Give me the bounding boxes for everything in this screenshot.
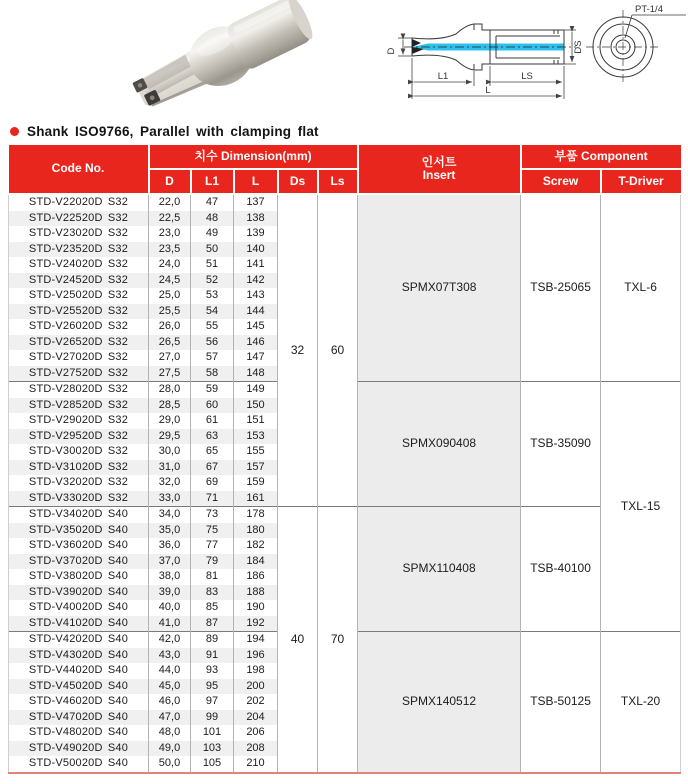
cell-l1: 50	[191, 242, 234, 258]
cell-code: STD-V38020D S40	[9, 569, 149, 585]
cell-d: 36,0	[149, 538, 191, 554]
diagram-label-pt: PT-1/4	[635, 4, 663, 15]
cell-d: 37,0	[149, 554, 191, 570]
cell-d: 50,0	[149, 756, 191, 773]
cell-l1: 87	[191, 616, 234, 632]
cell-d: 22,5	[149, 211, 191, 227]
diagram-label-ds: DS	[573, 40, 584, 54]
col-header-l: L	[234, 169, 278, 194]
cell-d: 31,0	[149, 460, 191, 476]
cell-l: 182	[234, 538, 278, 554]
cell-code: STD-V32020D S32	[9, 475, 149, 491]
cell-screw: TSB-40100	[521, 507, 601, 632]
cell-l: 141	[234, 257, 278, 273]
cell-l: 151	[234, 413, 278, 429]
cell-screw: TSB-50125	[521, 632, 601, 773]
cell-l1: 49	[191, 226, 234, 242]
cell-d: 43,0	[149, 648, 191, 664]
cell-l1: 58	[191, 366, 234, 382]
cell-l1: 91	[191, 648, 234, 664]
cell-l: 198	[234, 663, 278, 679]
col-header-dimension-group: 치수 Dimension(mm)	[149, 145, 358, 169]
table-row	[9, 507, 681, 523]
cell-l1: 81	[191, 569, 234, 585]
cell-l1: 63	[191, 429, 234, 445]
cell-l: 194	[234, 632, 278, 648]
cell-d: 23,0	[149, 226, 191, 242]
cell-code: STD-V25520D S32	[9, 304, 149, 320]
cell-code: STD-V30020D S32	[9, 444, 149, 460]
cell-code: STD-V26020D S32	[9, 319, 149, 335]
cell-d: 22,0	[149, 194, 191, 211]
cell-code: STD-V22020D S32	[9, 194, 149, 211]
cell-l1: 85	[191, 600, 234, 616]
diagram-label-ls: LS	[521, 71, 533, 82]
cell-l1: 47	[191, 194, 234, 211]
cell-l1: 101	[191, 725, 234, 741]
cell-l1: 57	[191, 350, 234, 366]
cell-code: STD-V27520D S32	[9, 366, 149, 382]
col-header-component-group: 부품 Component	[521, 145, 681, 169]
cell-l1: 48	[191, 211, 234, 227]
cell-tdriver: TXL-6	[601, 194, 681, 382]
cell-d: 44,0	[149, 663, 191, 679]
cell-d: 30,0	[149, 444, 191, 460]
cell-d: 33,0	[149, 491, 191, 507]
col-header-ds: Ds	[278, 169, 318, 194]
cell-l: 200	[234, 679, 278, 695]
cell-l: 138	[234, 211, 278, 227]
cell-d: 42,0	[149, 632, 191, 648]
section-title: Shank ISO9766, Parallel with clamping flat	[27, 123, 319, 139]
hero-area	[0, 0, 688, 120]
cell-l1: 55	[191, 319, 234, 335]
cell-l1: 56	[191, 335, 234, 351]
cell-code: STD-V39020D S40	[9, 585, 149, 601]
cell-l: 153	[234, 429, 278, 445]
cell-l: 144	[234, 304, 278, 320]
cell-code: STD-V33020D S32	[9, 491, 149, 507]
cell-l: 143	[234, 288, 278, 304]
cell-d: 48,0	[149, 725, 191, 741]
cell-d: 28,5	[149, 398, 191, 414]
cell-code: STD-V34020D S40	[9, 507, 149, 523]
cell-d: 34,0	[149, 507, 191, 523]
cell-code: STD-V42020D S40	[9, 632, 149, 648]
red-bullet-icon	[10, 127, 19, 136]
cell-l: 192	[234, 616, 278, 632]
cell-code: STD-V50020D S40	[9, 756, 149, 773]
cell-l: 196	[234, 648, 278, 664]
col-header-screw: Screw	[521, 169, 601, 194]
cell-d: 26,0	[149, 319, 191, 335]
cell-d: 24,0	[149, 257, 191, 273]
cell-code: STD-V44020D S40	[9, 663, 149, 679]
cell-code: STD-V49020D S40	[9, 741, 149, 757]
cell-insert: SPMX07T308	[358, 194, 521, 382]
cell-d: 38,0	[149, 569, 191, 585]
cell-d: 49,0	[149, 741, 191, 757]
cell-l1: 67	[191, 460, 234, 476]
cell-ds: 32	[278, 194, 318, 507]
cell-l1: 75	[191, 523, 234, 539]
cell-d: 23,5	[149, 242, 191, 258]
cell-l: 161	[234, 491, 278, 507]
spec-table	[8, 145, 681, 774]
cell-code: STD-V28520D S32	[9, 398, 149, 414]
cell-l1: 95	[191, 679, 234, 695]
cell-l: 186	[234, 569, 278, 585]
cell-d: 45,0	[149, 679, 191, 695]
col-header-insert-ko: 인서트	[421, 154, 457, 169]
cell-code: STD-V25020D S32	[9, 288, 149, 304]
cell-l1: 52	[191, 273, 234, 289]
cell-l1: 51	[191, 257, 234, 273]
cell-d: 28,0	[149, 382, 191, 398]
cell-l1: 97	[191, 694, 234, 710]
cell-d: 47,0	[149, 710, 191, 726]
cell-d: 25,5	[149, 304, 191, 320]
drill-photo	[18, 0, 348, 118]
cell-l1: 69	[191, 475, 234, 491]
cell-l: 148	[234, 366, 278, 382]
drill-diagram	[378, 0, 688, 116]
cell-l: 145	[234, 319, 278, 335]
cell-l: 147	[234, 350, 278, 366]
cell-d: 27,0	[149, 350, 191, 366]
cell-l1: 53	[191, 288, 234, 304]
cell-l: 204	[234, 710, 278, 726]
cell-l1: 99	[191, 710, 234, 726]
cell-code: STD-V22520D S32	[9, 211, 149, 227]
table-row	[9, 194, 681, 211]
cell-l: 139	[234, 226, 278, 242]
col-header-l1: L1	[191, 169, 234, 194]
cell-code: STD-V29520D S32	[9, 429, 149, 445]
cell-d: 41,0	[149, 616, 191, 632]
cell-l1: 61	[191, 413, 234, 429]
cell-d: 26,5	[149, 335, 191, 351]
cell-code: STD-V31020D S32	[9, 460, 149, 476]
cell-d: 25,0	[149, 288, 191, 304]
cell-l: 202	[234, 694, 278, 710]
cell-l1: 103	[191, 741, 234, 757]
cell-l: 142	[234, 273, 278, 289]
col-header-d: D	[149, 169, 191, 194]
cell-l: 188	[234, 585, 278, 601]
cell-code: STD-V41020D S40	[9, 616, 149, 632]
cell-code: STD-V27020D S32	[9, 350, 149, 366]
cell-ls: 60	[318, 194, 358, 507]
cell-l1: 105	[191, 756, 234, 773]
cell-l: 210	[234, 756, 278, 773]
cell-d: 29,0	[149, 413, 191, 429]
cell-code: STD-V46020D S40	[9, 694, 149, 710]
cell-d: 29,5	[149, 429, 191, 445]
cell-l: 137	[234, 194, 278, 211]
cell-code: STD-V37020D S40	[9, 554, 149, 570]
cell-l: 208	[234, 741, 278, 757]
cell-d: 40,0	[149, 600, 191, 616]
cell-l1: 59	[191, 382, 234, 398]
cell-l: 184	[234, 554, 278, 570]
cell-code: STD-V23020D S32	[9, 226, 149, 242]
cell-l: 146	[234, 335, 278, 351]
cell-ls: 70	[318, 507, 358, 773]
cell-tdriver: TXL-20	[601, 632, 681, 773]
table-body	[9, 194, 681, 773]
cell-l: 180	[234, 523, 278, 539]
cell-l: 190	[234, 600, 278, 616]
cell-l1: 65	[191, 444, 234, 460]
cell-code: STD-V23520D S32	[9, 242, 149, 258]
cell-l1: 54	[191, 304, 234, 320]
cell-l: 140	[234, 242, 278, 258]
col-header-insert	[358, 145, 521, 194]
col-header-tdriver: T-Driver	[601, 169, 681, 194]
drill-body-group	[126, 0, 319, 118]
col-header-insert-en: Insert	[422, 168, 456, 182]
cell-tdriver: TXL-15	[601, 382, 681, 632]
cell-code: STD-V36020D S40	[9, 538, 149, 554]
col-header-code: Code No.	[9, 145, 149, 194]
cell-l1: 89	[191, 632, 234, 648]
cell-screw: TSB-25065	[521, 194, 601, 382]
cell-l: 206	[234, 725, 278, 741]
cell-l: 149	[234, 382, 278, 398]
cell-l: 155	[234, 444, 278, 460]
cell-d: 39,0	[149, 585, 191, 601]
cell-code: STD-V35020D S40	[9, 523, 149, 539]
cell-code: STD-V29020D S32	[9, 413, 149, 429]
cell-code: STD-V43020D S40	[9, 648, 149, 664]
cell-code: STD-V28020D S32	[9, 382, 149, 398]
cell-d: 46,0	[149, 694, 191, 710]
diagram-label-l: L	[485, 85, 491, 96]
cell-d: 32,0	[149, 475, 191, 491]
cell-d: 35,0	[149, 523, 191, 539]
cell-l1: 60	[191, 398, 234, 414]
diagram-label-l1: L1	[437, 71, 449, 82]
cell-screw: TSB-35090	[521, 382, 601, 507]
table-header	[9, 145, 681, 194]
cell-l1: 77	[191, 538, 234, 554]
cell-l: 178	[234, 507, 278, 523]
cell-insert: SPMX110408	[358, 507, 521, 632]
cell-l: 150	[234, 398, 278, 414]
cell-ds: 40	[278, 507, 318, 773]
cell-code: STD-V24020D S32	[9, 257, 149, 273]
section-title-row	[10, 123, 688, 139]
cell-d: 27,5	[149, 366, 191, 382]
diagram-label-d: D	[386, 47, 397, 55]
cell-d: 24,5	[149, 273, 191, 289]
cell-l1: 83	[191, 585, 234, 601]
cell-l: 159	[234, 475, 278, 491]
cell-code: STD-V45020D S40	[9, 679, 149, 695]
cell-code: STD-V48020D S40	[9, 725, 149, 741]
end-view	[586, 10, 686, 84]
cell-insert: SPMX140512	[358, 632, 521, 773]
cell-l1: 93	[191, 663, 234, 679]
cell-l1: 73	[191, 507, 234, 523]
cell-insert: SPMX090408	[358, 382, 521, 507]
col-header-ls: Ls	[318, 169, 358, 194]
cell-code: STD-V26520D S32	[9, 335, 149, 351]
cell-code: STD-V24520D S32	[9, 273, 149, 289]
cell-l1: 79	[191, 554, 234, 570]
cell-l1: 71	[191, 491, 234, 507]
cell-code: STD-V47020D S40	[9, 710, 149, 726]
cell-code: STD-V40020D S40	[9, 600, 149, 616]
cell-l: 157	[234, 460, 278, 476]
